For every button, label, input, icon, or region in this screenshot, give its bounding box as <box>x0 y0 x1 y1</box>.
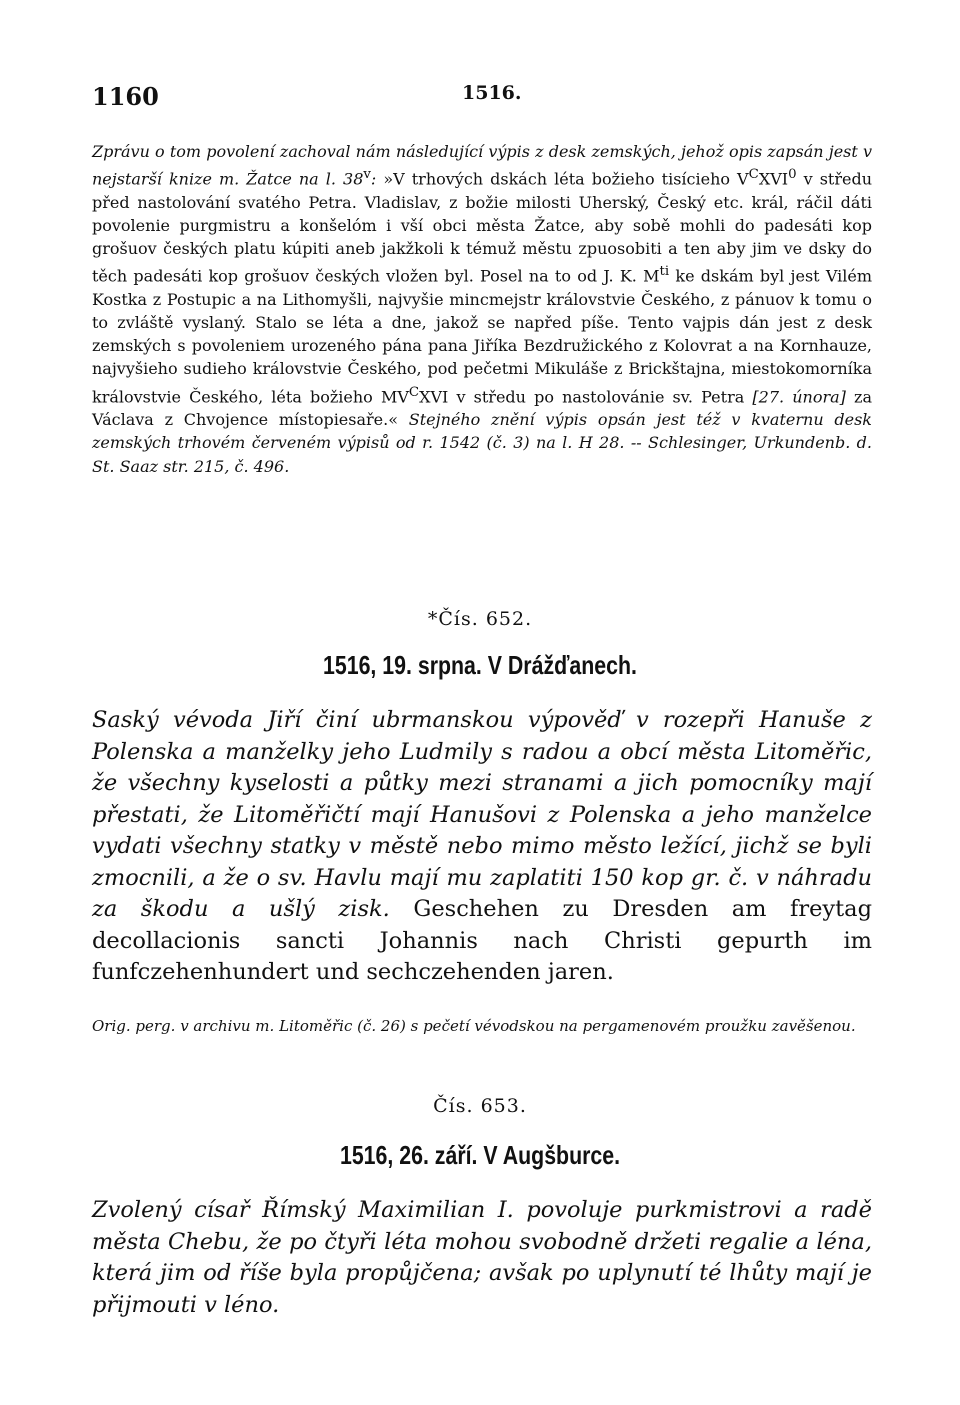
regest-653 <box>92 1195 872 1321</box>
document-heading-653: 1516, 26. září. V Augšburce. <box>339 1140 621 1170</box>
regest-653-czech: Zvolený císař Římský Maximilian I. povoluje purkmistrovi a radě města Chebu, že po čtyři léta mohou svobodně držeti regalie a léna, která jim od říše byla propůjčena; avšak po uplynutí té lhůty mají je přijmouti v léno. <box>92 1197 872 1318</box>
quote-text-5: za Václava z Chvojence místopiesaře.« <box>92 387 872 430</box>
folio-superscript: v <box>363 167 371 183</box>
source-note-652: Orig. perg. v archivu m. Litoměřic (č. 26) s pečetí vévodskou na pergamenovém proužku zavěšenou. <box>92 1017 856 1035</box>
page-header <box>92 82 872 112</box>
intro-italic-tail: Stejného znění výpis opsán jest též v kvaternu desk zemských trhovém červeném výpisů od r. 1542 (č. 3) na l. H 28. -- Schlesinger, Urkundenb. d. St. Saaz str. 215, č. 496. <box>92 410 872 476</box>
page-number: 1160 <box>92 82 159 111</box>
document-heading-652: 1516, 19. srpna. V Drážďanech. <box>323 650 637 680</box>
quote-text-2: v středu před nastolování svatého Petra. Vladislav, z božie milosti Uherský, Český etc. král, ráčil dáti povolenie purgmistru a konšelóm i vší obci města Žatce, aby sobě mohli do padesáti kop grošuov českých platu kúpiti aneb jakžkoli k témuž městu zpuosobiti a ten aby jim ve dsky do těch padesáti kop grošuov českých vložen byl. Posel na to od J. K. M <box>92 169 873 286</box>
quote-text-4: v středu po nastolovánie sv. Petra <box>448 387 753 407</box>
superscript-c2: C <box>408 384 420 400</box>
running-year: 1516. <box>462 82 522 104</box>
superscript-c1: C <box>748 167 759 183</box>
regest-652-german: Geschehen zu Dresden am freytag decollacionis sancti Johannis nach Christi gepurth im funfczehenhundert und sechczehenden jaren. <box>92 896 872 985</box>
intro-colon: : <box>370 169 377 189</box>
superscript-o: 0 <box>788 167 797 183</box>
quote-text-1: »V trhových dskách léta božieho tisícieho V <box>376 169 749 189</box>
intro-paragraph <box>92 140 872 478</box>
superscript-ti: ti <box>659 264 670 280</box>
regest-652-czech: Saský vévoda Jiří činí ubrmanskou výpověď v rozepři Hanuše z Polenska a manželky jeho Ludmily s radou a obcí města Litoměřic, že všechny kyselosti a půtky mezi stranami a jich pomocníky mají přestati, že Litoměřičtí mají Hanušovi z Polenska a jeho manželce vydati všechny statky v městě nebo mimo město ležící, jichž se byli zmocnili, a že o sv. Havlu mají mu zaplatiti 150 kop gr. č. v náhradu za škodu a ušlý zisk. <box>92 707 872 922</box>
document-number-652: *Čís. 652. <box>427 608 533 630</box>
date-bracket: [27. února] <box>752 387 846 407</box>
quote-text-3: ke dskám byl jest Vilém Kostka z Postupic a na Lithomyšli, najvyšie mincmejstr královstvie Českého, z pánuov k tomu o to zvláště vyslaný. Stalo se léta a dne, jakož se napřed píše. Tento vajpis dán jest z desk zemských s povoleniem urozeného pána pana Jiříka Bezdružického z Kolovrat a na Kornhauze, najvyšieho sudieho královstvie Českého, pod pečetmi Mikuláše z Brickštajna, miestokomorníka královstvie Českého, léta božieho MV <box>92 266 872 407</box>
document-number-653: Čís. 653. <box>433 1095 527 1117</box>
intro-italic-lead: Zprávu o tom povolení zachoval nám následující výpis z desk zemských, jehož opis zapsán jest v nejstarší knize m. Žatce na l. 38 <box>92 142 872 189</box>
roman-numeral-1: XVI <box>758 169 789 189</box>
regest-652 <box>92 705 872 989</box>
roman-numeral-2: XVI <box>419 387 449 407</box>
